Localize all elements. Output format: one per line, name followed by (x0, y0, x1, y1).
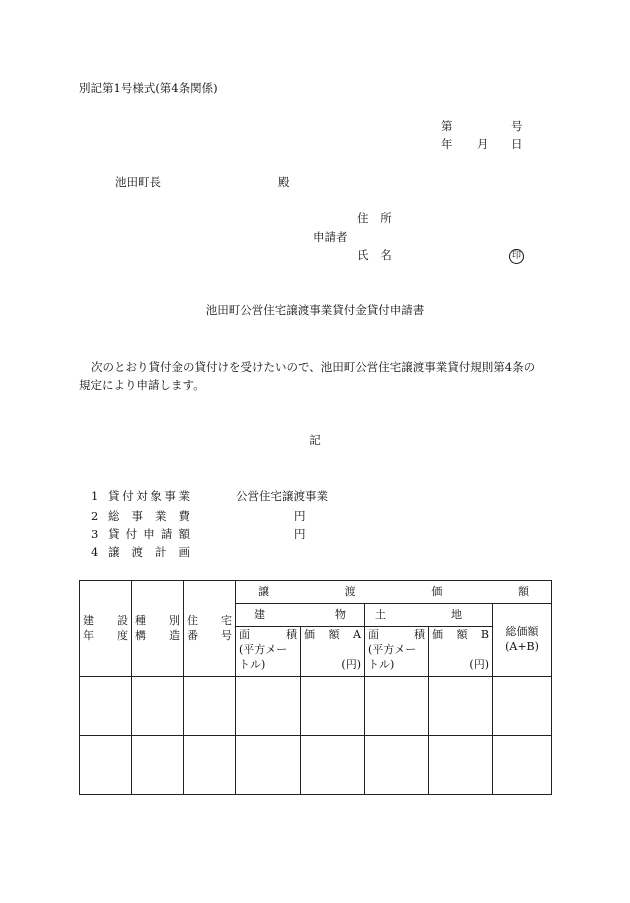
table-cell[interactable] (236, 677, 301, 736)
item-number: 2 (91, 509, 99, 523)
building-price-header: 価 額 A (円) (301, 627, 365, 677)
table-cell[interactable] (80, 677, 132, 736)
item-label: 譲 渡 計 画 (108, 545, 190, 559)
col-house-number: 住 宅 番 号 (184, 581, 236, 677)
document-title: 池田町公営住宅譲渡事業貸付金貸付申請書 (205, 303, 425, 317)
applicant-label: 申請者 (313, 230, 348, 244)
item-value: 円 (294, 509, 306, 523)
table-cell[interactable] (365, 736, 429, 795)
item-label: 総 事 業 費 (108, 509, 190, 523)
table-cell[interactable] (236, 736, 301, 795)
date-day: 日 (511, 137, 523, 151)
date-year: 年 (441, 137, 453, 151)
form-id: 別記第1号様式(第4条関係) (79, 81, 218, 95)
transfer-plan-table (79, 580, 552, 795)
item-value: 円 (294, 527, 306, 541)
col-type-structure: 種 別 構 造 (132, 581, 184, 677)
land-header: 土 地 (365, 604, 493, 627)
land-price-header: 価 額 B (円) (429, 627, 493, 677)
name-label: 氏 名 (357, 248, 396, 262)
building-header: 建 物 (236, 604, 365, 627)
body-text-line1: 次のとおり貸付金の貸付けを受けたいので、池田町公営住宅譲渡事業貸付規則第4条の (91, 360, 536, 374)
date-month: 月 (477, 137, 489, 151)
item-label: 貸付申請額 (108, 527, 190, 541)
table-cell[interactable] (301, 736, 365, 795)
table-cell[interactable] (493, 677, 552, 736)
building-area-header: 面 積 (平方メー トル) (236, 627, 301, 677)
address-label: 住 所 (357, 211, 396, 225)
land-area-header: 面 積 (平方メー トル) (365, 627, 429, 677)
item-number: 3 (91, 527, 99, 541)
table-cell[interactable] (493, 736, 552, 795)
item-label: 貸付対象事業 (108, 489, 190, 503)
table-cell[interactable] (429, 736, 493, 795)
item-number: 4 (91, 545, 99, 559)
body-text-line2: 規定により申請します。 (79, 378, 205, 392)
item-value: 公営住宅譲渡事業 (236, 489, 328, 503)
number-suffix: 号 (511, 119, 523, 133)
table-cell[interactable] (132, 677, 184, 736)
table-row (80, 677, 552, 736)
table-row (80, 736, 552, 795)
ki-heading: 記 (309, 433, 321, 447)
table-cell[interactable] (301, 677, 365, 736)
col-construction-year: 建 設 年 度 (80, 581, 132, 677)
total-price-header: 総価額 (A+B) (493, 604, 552, 677)
table-cell[interactable] (80, 736, 132, 795)
seal-mark (509, 248, 524, 264)
addressee-name: 池田町長 (115, 175, 161, 189)
addressee-honorific: 殿 (278, 175, 290, 189)
table-cell[interactable] (429, 677, 493, 736)
table-cell[interactable] (184, 736, 236, 795)
table-cell[interactable] (365, 677, 429, 736)
transfer-price-header: 譲 渡 価 額 (236, 581, 552, 604)
seal-text: 印 (509, 249, 524, 264)
table-cell[interactable] (184, 677, 236, 736)
item-number: 1 (91, 489, 99, 503)
number-prefix: 第 (441, 119, 453, 133)
table-cell[interactable] (132, 736, 184, 795)
